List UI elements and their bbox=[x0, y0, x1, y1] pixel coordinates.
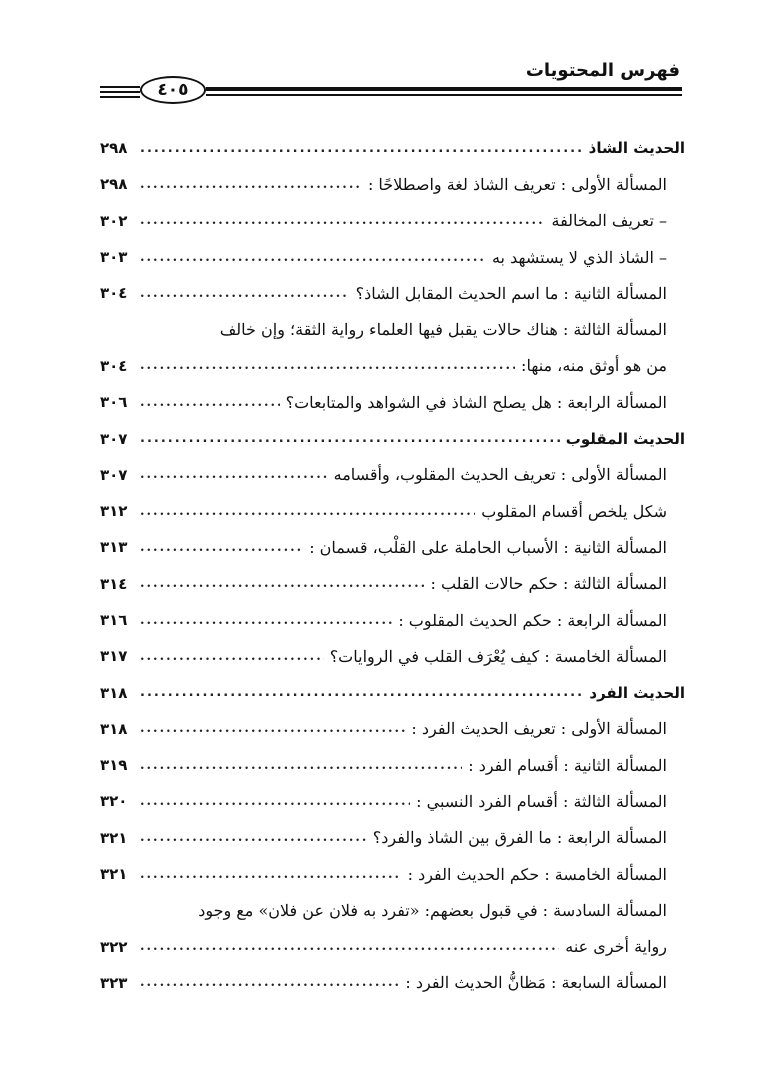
toc-entry-page: ٣٢١ bbox=[100, 828, 128, 847]
toc-entry bbox=[100, 348, 685, 384]
toc-entry-text: المسألة الخامسة : حكم الحديث الفرد : bbox=[407, 864, 667, 884]
dot-leader bbox=[140, 540, 303, 555]
toc-entry bbox=[100, 820, 685, 856]
dot-leader bbox=[140, 395, 280, 410]
toc-entry-text: المسألة الخامسة : كيف يُعْرَف القلب في الروايات؟ bbox=[329, 646, 667, 666]
toc-entry-text: المسألة الثانية : أقسام الفرد : bbox=[468, 755, 667, 775]
toc-entry-text: الحديث المقلوب bbox=[565, 429, 685, 448]
toc-entry-page: ٣٠٢ bbox=[100, 211, 128, 230]
toc-entry-page: ٣٢٣ bbox=[100, 973, 128, 992]
toc-entry-text: المسألة الثانية : الأسباب الحاملة على القلْب، قسمان : bbox=[309, 537, 667, 557]
toc-entry-page: ٢٩٨ bbox=[100, 175, 128, 194]
page-number: ٤٠٥ bbox=[157, 80, 189, 100]
toc-section bbox=[100, 130, 685, 166]
dot-leader bbox=[140, 758, 462, 773]
running-title: فهرس المحتويات bbox=[525, 60, 680, 81]
dot-leader bbox=[140, 830, 367, 845]
toc-entry-page: ٣٠٦ bbox=[100, 393, 128, 412]
toc-entry bbox=[100, 783, 685, 819]
table-of-contents bbox=[100, 130, 685, 1001]
header-rule-thin bbox=[206, 94, 682, 96]
toc-entry-continued bbox=[100, 311, 685, 347]
page-header bbox=[0, 0, 762, 120]
toc-entry-text: – الشاذ الذي لا يستشهد به bbox=[491, 247, 667, 267]
page-number-badge bbox=[140, 76, 206, 104]
toc-entry-page: ٣٠٤ bbox=[100, 356, 128, 375]
toc-entry-page: ٣١٣ bbox=[100, 538, 128, 557]
toc-entry-text: المسألة الثالثة : حكم حالات القلب : bbox=[430, 574, 667, 594]
toc-entry bbox=[100, 384, 685, 420]
toc-entry bbox=[100, 602, 685, 638]
toc-entry-page: ٣١٨ bbox=[100, 719, 128, 738]
dot-leader bbox=[140, 721, 405, 736]
toc-entry bbox=[100, 965, 685, 1001]
toc-entry-text: من هو أوثق منه، منها: bbox=[521, 356, 667, 376]
dot-leader bbox=[140, 467, 328, 482]
dot-leader bbox=[140, 867, 402, 882]
dot-leader bbox=[140, 504, 475, 519]
dot-leader bbox=[140, 613, 392, 628]
toc-entry-page: ٣٠٣ bbox=[100, 248, 128, 267]
toc-entry bbox=[100, 747, 685, 783]
toc-entry-page: ٢٩٨ bbox=[100, 139, 128, 158]
toc-entry bbox=[100, 638, 685, 674]
header-rule-thick bbox=[206, 87, 682, 91]
dot-leader bbox=[140, 685, 583, 700]
toc-entry-page: ٣١٦ bbox=[100, 611, 128, 629]
header-rule-left-3 bbox=[100, 96, 140, 98]
toc-entry-page: ٣٠٧ bbox=[100, 429, 128, 448]
toc-entry-text: شكل يلخص أقسام المقلوب bbox=[481, 501, 667, 521]
toc-entry-text: المسألة الرابعة : هل يصلح الشاذ في الشواهد والمتابعات؟ bbox=[285, 392, 667, 412]
toc-entry-page: ٣٠٧ bbox=[100, 465, 128, 484]
dot-leader bbox=[140, 975, 399, 990]
toc-entry bbox=[100, 856, 685, 892]
toc-entry bbox=[100, 711, 685, 747]
toc-entry bbox=[100, 929, 685, 965]
toc-entry-page: ٣١٨ bbox=[100, 683, 128, 702]
toc-entry bbox=[100, 166, 685, 202]
toc-entry-text: – تعريف المخالفة bbox=[551, 211, 667, 231]
toc-entry bbox=[100, 275, 685, 311]
toc-section bbox=[100, 674, 685, 710]
dot-leader bbox=[140, 177, 362, 192]
header-rule-left-2 bbox=[100, 91, 140, 93]
toc-entry-page: ٣٢٠ bbox=[100, 792, 128, 811]
dot-leader bbox=[140, 141, 583, 156]
toc-entry-continued bbox=[100, 892, 685, 928]
toc-entry-page: ٣٢٢ bbox=[100, 937, 128, 956]
toc-entry bbox=[100, 239, 685, 275]
header-rule-left-1 bbox=[100, 86, 140, 88]
toc-entry-text: المسألة الثالثة : أقسام الفرد النسبي : bbox=[416, 791, 667, 811]
toc-entry-page: ٣١٢ bbox=[100, 502, 128, 521]
toc-entry-page: ٣١٩ bbox=[100, 756, 128, 775]
toc-entry-text: رواية أخرى عنه bbox=[565, 937, 667, 957]
dot-leader bbox=[140, 358, 515, 373]
toc-entry-text: المسألة الأولى : تعريف الحديث المقلوب، وأقسامه bbox=[333, 465, 667, 485]
dot-leader bbox=[140, 576, 424, 591]
toc-entry bbox=[100, 457, 685, 493]
toc-entry bbox=[100, 493, 685, 529]
dot-leader bbox=[140, 431, 560, 446]
toc-entry-page: ٣٠٤ bbox=[100, 284, 128, 303]
dot-leader bbox=[140, 286, 350, 301]
toc-entry bbox=[100, 529, 685, 565]
dot-leader bbox=[140, 939, 559, 954]
toc-entry-text: المسألة الثانية : ما اسم الحديث المقابل الشاذ؟ bbox=[355, 283, 667, 303]
toc-section bbox=[100, 420, 685, 456]
toc-entry-text: المسألة الأولى : تعريف الحديث الفرد : bbox=[411, 719, 667, 739]
toc-entry-text: المسألة السادسة : في قبول بعضهم: «تفرد به فلان عن فلان» مع وجود bbox=[198, 900, 667, 920]
dot-leader bbox=[140, 794, 410, 809]
toc-entry-text: المسألة الأولى : تعريف الشاذ لغة واصطلاحًا : bbox=[367, 174, 667, 194]
toc-entry-text: المسألة الرابعة : حكم الحديث المقلوب : bbox=[398, 610, 667, 630]
toc-entry-text: الحديث الفرد bbox=[589, 683, 685, 702]
toc-entry-text: المسألة الرابعة : ما الفرق بين الشاذ والفرد؟ bbox=[372, 828, 667, 848]
dot-leader bbox=[140, 649, 324, 664]
toc-entry bbox=[100, 203, 685, 239]
toc-entry-text: المسألة الثالثة : هناك حالات يقبل فيها العلماء رواية الثقة؛ وإن خالف bbox=[219, 320, 667, 340]
toc-entry-page: ٣١٤ bbox=[100, 574, 128, 593]
toc-entry-page: ٣١٧ bbox=[100, 647, 128, 666]
toc-entry bbox=[100, 566, 685, 602]
toc-entry-text: المسألة السابعة : مَظانُّ الحديث الفرد : bbox=[405, 973, 667, 993]
dot-leader bbox=[140, 250, 486, 265]
dot-leader bbox=[140, 213, 545, 228]
toc-entry-page: ٣٢١ bbox=[100, 865, 128, 884]
toc-entry-text: الحديث الشاذ bbox=[588, 139, 685, 158]
